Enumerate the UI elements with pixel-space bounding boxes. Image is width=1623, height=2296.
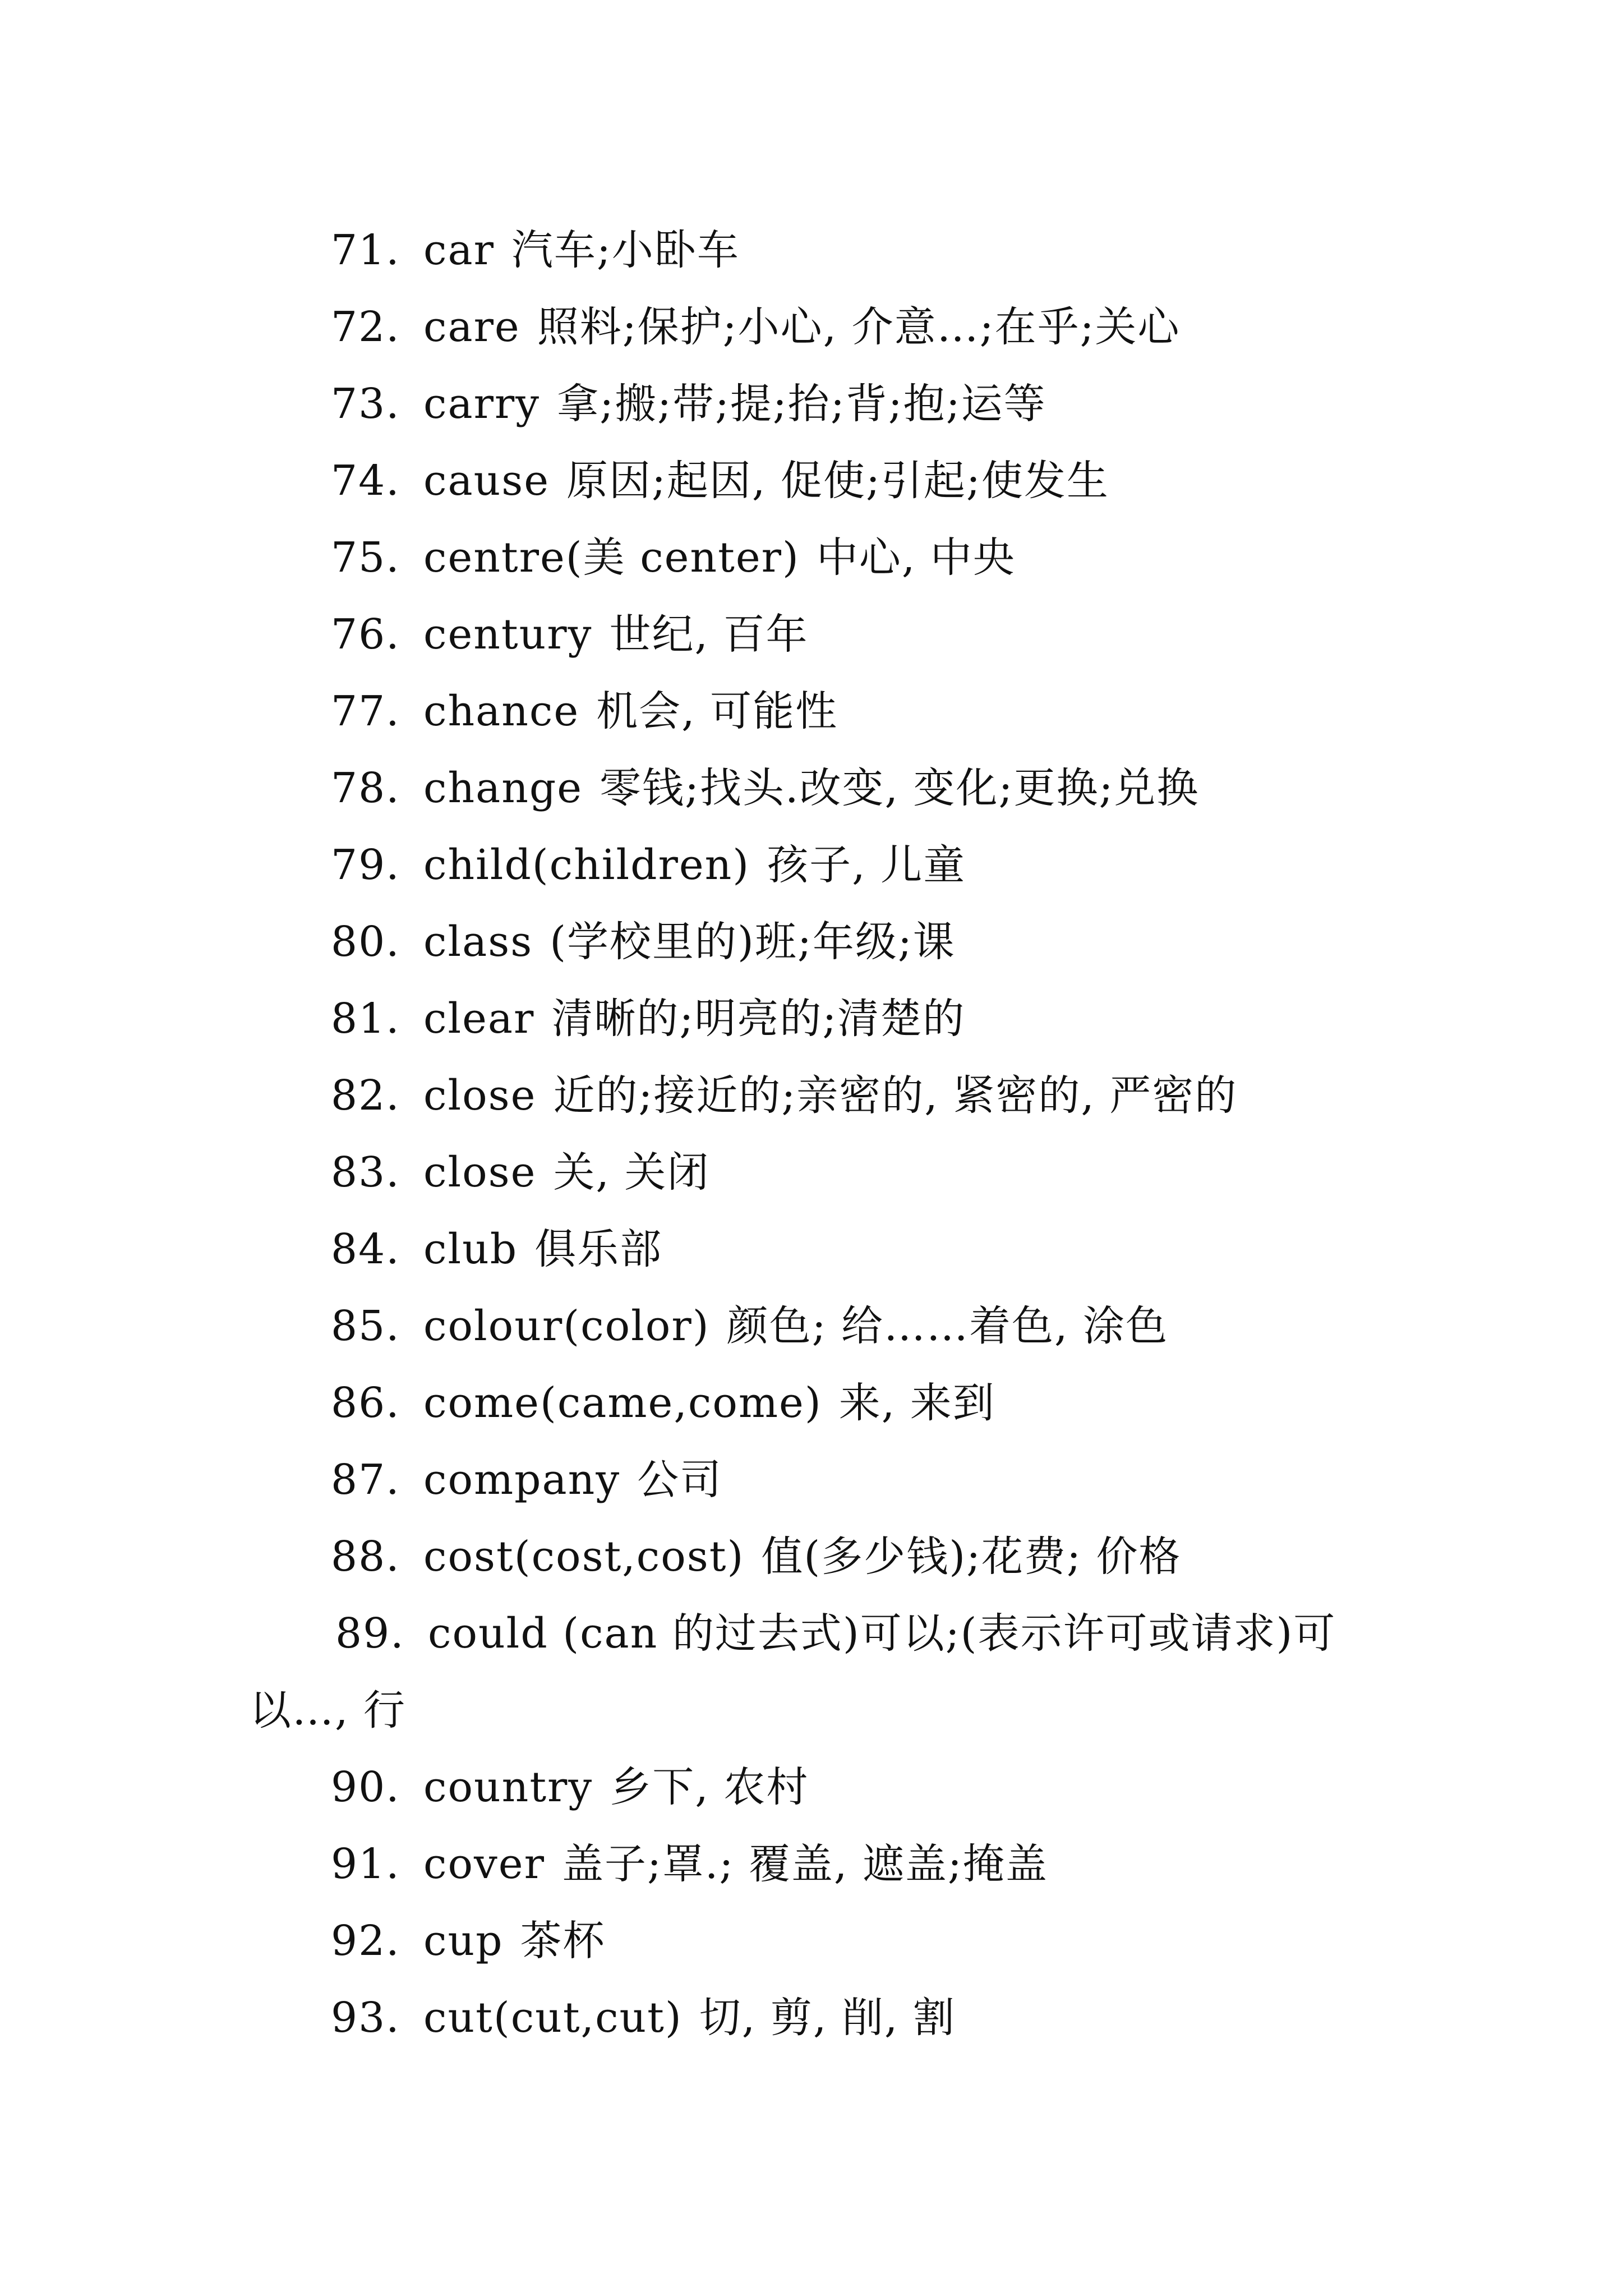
entry-word: class xyxy=(423,918,533,966)
entry-word: country xyxy=(423,1763,593,1811)
list-item xyxy=(0,596,1623,673)
list-item xyxy=(0,212,1623,289)
entry-definition: 盖子;罩.; 覆盖, 遮盖;掩盖 xyxy=(561,1840,1048,1888)
list-item xyxy=(0,1288,1623,1365)
list-item xyxy=(0,1442,1623,1519)
entry-number: 73. xyxy=(331,380,400,428)
entry-word: clear xyxy=(423,995,535,1043)
list-item xyxy=(0,519,1623,596)
entry-word: colour(color) xyxy=(423,1302,710,1350)
entry-definition: 原因;起因, 促使;引起;使发生 xyxy=(566,457,1109,505)
entry-word: car xyxy=(423,226,495,274)
entry-word: close xyxy=(423,1071,537,1120)
entry-text: could (can 的过去式)可以;(表示许可或请求)可 xyxy=(428,1609,1336,1658)
entry-definition: 零钱;找头.改变, 变化;更换;兑换 xyxy=(600,764,1200,812)
entry-number: 78. xyxy=(331,764,400,812)
entry-number: 72. xyxy=(331,303,400,351)
list-item xyxy=(0,289,1623,366)
list-item xyxy=(0,1903,1623,1980)
list-item xyxy=(0,673,1623,750)
entry-definition: 中心, 中央 xyxy=(816,533,1016,582)
entry-number: 92. xyxy=(331,1917,400,1965)
entry-number: 74. xyxy=(331,457,400,505)
list-item xyxy=(0,1134,1623,1211)
entry-word: child(children) xyxy=(423,841,750,889)
entry-number: 88. xyxy=(331,1533,400,1581)
entry-definition: 切, 剪, 削, 割 xyxy=(699,1994,956,2042)
entry-definition: 机会, 可能性 xyxy=(596,687,838,735)
entry-word: century xyxy=(423,610,593,659)
list-item xyxy=(0,1980,1623,2056)
list-item xyxy=(0,366,1623,443)
list-item xyxy=(0,981,1623,1057)
entry-word: chance xyxy=(423,687,580,735)
entry-number: 77. xyxy=(331,687,400,735)
entry-definition: 值(多少钱);花费; 价格 xyxy=(761,1533,1182,1581)
entry-word: company xyxy=(423,1456,621,1504)
entry-word: centre(美 center) xyxy=(423,533,800,582)
entry-definition: 来, 来到 xyxy=(838,1379,995,1427)
entry-number: 87. xyxy=(331,1456,400,1504)
entry-definition: 世纪, 百年 xyxy=(609,610,809,659)
list-item xyxy=(0,443,1623,519)
entry-number: 79. xyxy=(331,841,400,889)
entry-definition: 汽车;小卧车 xyxy=(511,226,740,274)
list-item xyxy=(0,827,1623,904)
entry-number: 89. xyxy=(335,1609,405,1658)
entry-number: 93. xyxy=(331,1994,400,2042)
entry-number: 90. xyxy=(331,1763,400,1811)
list-item-wrapped-continuation xyxy=(0,1672,1623,1749)
entry-word: change xyxy=(423,764,583,812)
list-item xyxy=(0,750,1623,827)
entry-word: cup xyxy=(423,1917,504,1965)
list-item xyxy=(0,1519,1623,1595)
vocabulary-list xyxy=(0,212,1623,2056)
entry-number: 75. xyxy=(331,533,400,582)
entry-number: 76. xyxy=(331,610,400,659)
entry-number: 86. xyxy=(331,1379,400,1427)
entry-word: cover xyxy=(423,1840,545,1888)
list-item xyxy=(0,1826,1623,1903)
entry-number: 81. xyxy=(331,995,400,1043)
entry-definition: 颜色; 给……着色, 涂色 xyxy=(726,1302,1169,1350)
entry-number: 71. xyxy=(331,226,400,274)
list-item xyxy=(0,904,1623,981)
entry-word: club xyxy=(423,1225,518,1273)
entry-definition: (学校里的)班;年级;课 xyxy=(550,918,956,966)
list-item xyxy=(0,1057,1623,1134)
entry-definition: 乡下, 农村 xyxy=(610,1763,809,1811)
entry-definition: 清晰的;明亮的;清楚的 xyxy=(551,995,966,1043)
entry-definition: 茶杯 xyxy=(520,1917,606,1965)
list-item xyxy=(0,1365,1623,1442)
entry-number: 91. xyxy=(331,1840,400,1888)
entry-text-continued: 以…, 行 xyxy=(250,1686,407,1734)
entry-definition: 俱乐部 xyxy=(534,1225,663,1273)
entry-number: 82. xyxy=(331,1071,400,1120)
entry-word: close xyxy=(423,1148,537,1197)
entry-word: cost(cost,cost) xyxy=(423,1533,745,1581)
entry-definition: 近的;接近的;亲密的, 紧密的, 严密的 xyxy=(553,1071,1238,1120)
entry-definition: 关, 关闭 xyxy=(553,1148,710,1197)
entry-word: carry xyxy=(423,380,541,428)
list-item xyxy=(0,1211,1623,1288)
entry-number: 83. xyxy=(331,1148,400,1197)
entry-word: come(came,come) xyxy=(423,1379,822,1427)
entry-word: cause xyxy=(423,457,550,505)
entry-definition: 照料;保护;小心, 介意…;在乎;关心 xyxy=(537,303,1181,351)
entry-number: 80. xyxy=(331,918,400,966)
entry-definition: 孩子, 儿童 xyxy=(767,841,966,889)
entry-definition: 拿;搬;带;提;抬;背;抱;运等 xyxy=(557,380,1046,428)
entry-word: care xyxy=(423,303,520,351)
entry-number: 84. xyxy=(331,1225,400,1273)
list-item xyxy=(0,1749,1623,1826)
entry-definition: 公司 xyxy=(637,1456,723,1504)
list-item-wrapped-first-line xyxy=(0,1595,1623,1672)
entry-number: 85. xyxy=(331,1302,400,1350)
entry-word: cut(cut,cut) xyxy=(423,1994,683,2042)
